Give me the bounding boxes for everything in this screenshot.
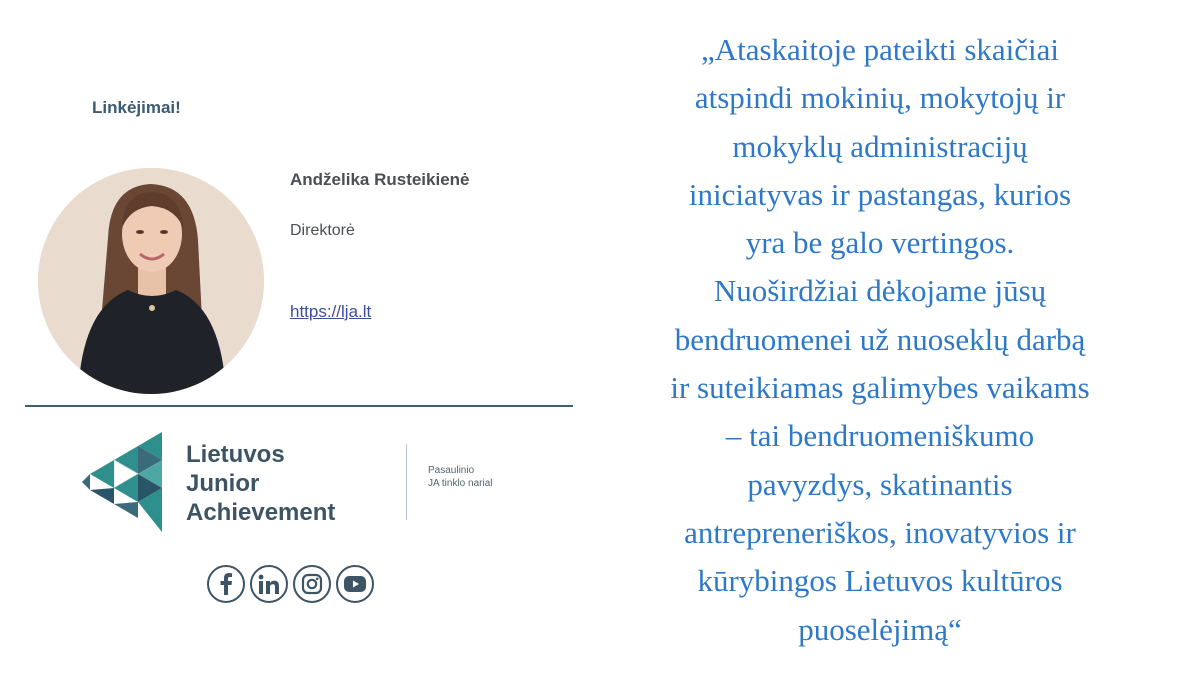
quote-block [600,26,1160,654]
quote-line: puoselėjimą“ [798,611,962,647]
quote-line: pavyzdys, skatinantis [747,466,1013,502]
logo-line-2: Junior [186,470,260,497]
quote-line: kūrybingos Lietuvos kultūros [697,563,1063,599]
facebook-icon[interactable] [207,565,245,603]
logo-line-3: Achievement [186,499,336,526]
lja-logo-mark-icon [82,432,166,537]
quote-line: Nuoširdžiai dėkojame jūsų [713,273,1047,309]
logo-separator [406,444,407,520]
quote-line: – tai bendruomeniškumo [725,418,1035,454]
avatar [38,168,264,394]
linkedin-icon[interactable] [250,565,288,603]
website-link[interactable]: https://lja.lt [290,302,372,321]
signature-greeting: Linkėjimai! [92,98,181,117]
portrait-image [38,168,264,394]
social-links [207,565,374,603]
logo-side-line-1: Pasaulinio [428,465,475,476]
logo-side-text [428,464,492,490]
logo-side-line-2: JA tinklo narial [428,478,493,489]
logo-line-1: Lietuvos [186,441,285,468]
quote-line: mokyklų administracijų [732,128,1028,164]
youtube-icon[interactable] [336,565,374,603]
quote-line: iniciatyvas ir pastangas, kurios [688,176,1072,212]
quote-line: bendruomenei už nuoseklų darbą [674,321,1086,357]
lja-logo-wordmark [186,440,335,527]
quote-line: yra be galo vertingos. [745,225,1015,261]
instagram-icon[interactable] [293,565,331,603]
signature-divider [25,405,573,407]
quote-line: atspindi mokinių, mokytojų ir [694,80,1066,116]
quote-line: ir suteikiamas galimybes vaikams [670,370,1090,406]
quote-line: „Ataskaitoje pateikti skaičiai [700,32,1060,67]
quote-line: antrepreneriškos, inovatyvios ir [684,514,1076,550]
signature-role: Direktorė [290,222,355,239]
signature-name: Andželika Rusteikienė [290,170,470,189]
